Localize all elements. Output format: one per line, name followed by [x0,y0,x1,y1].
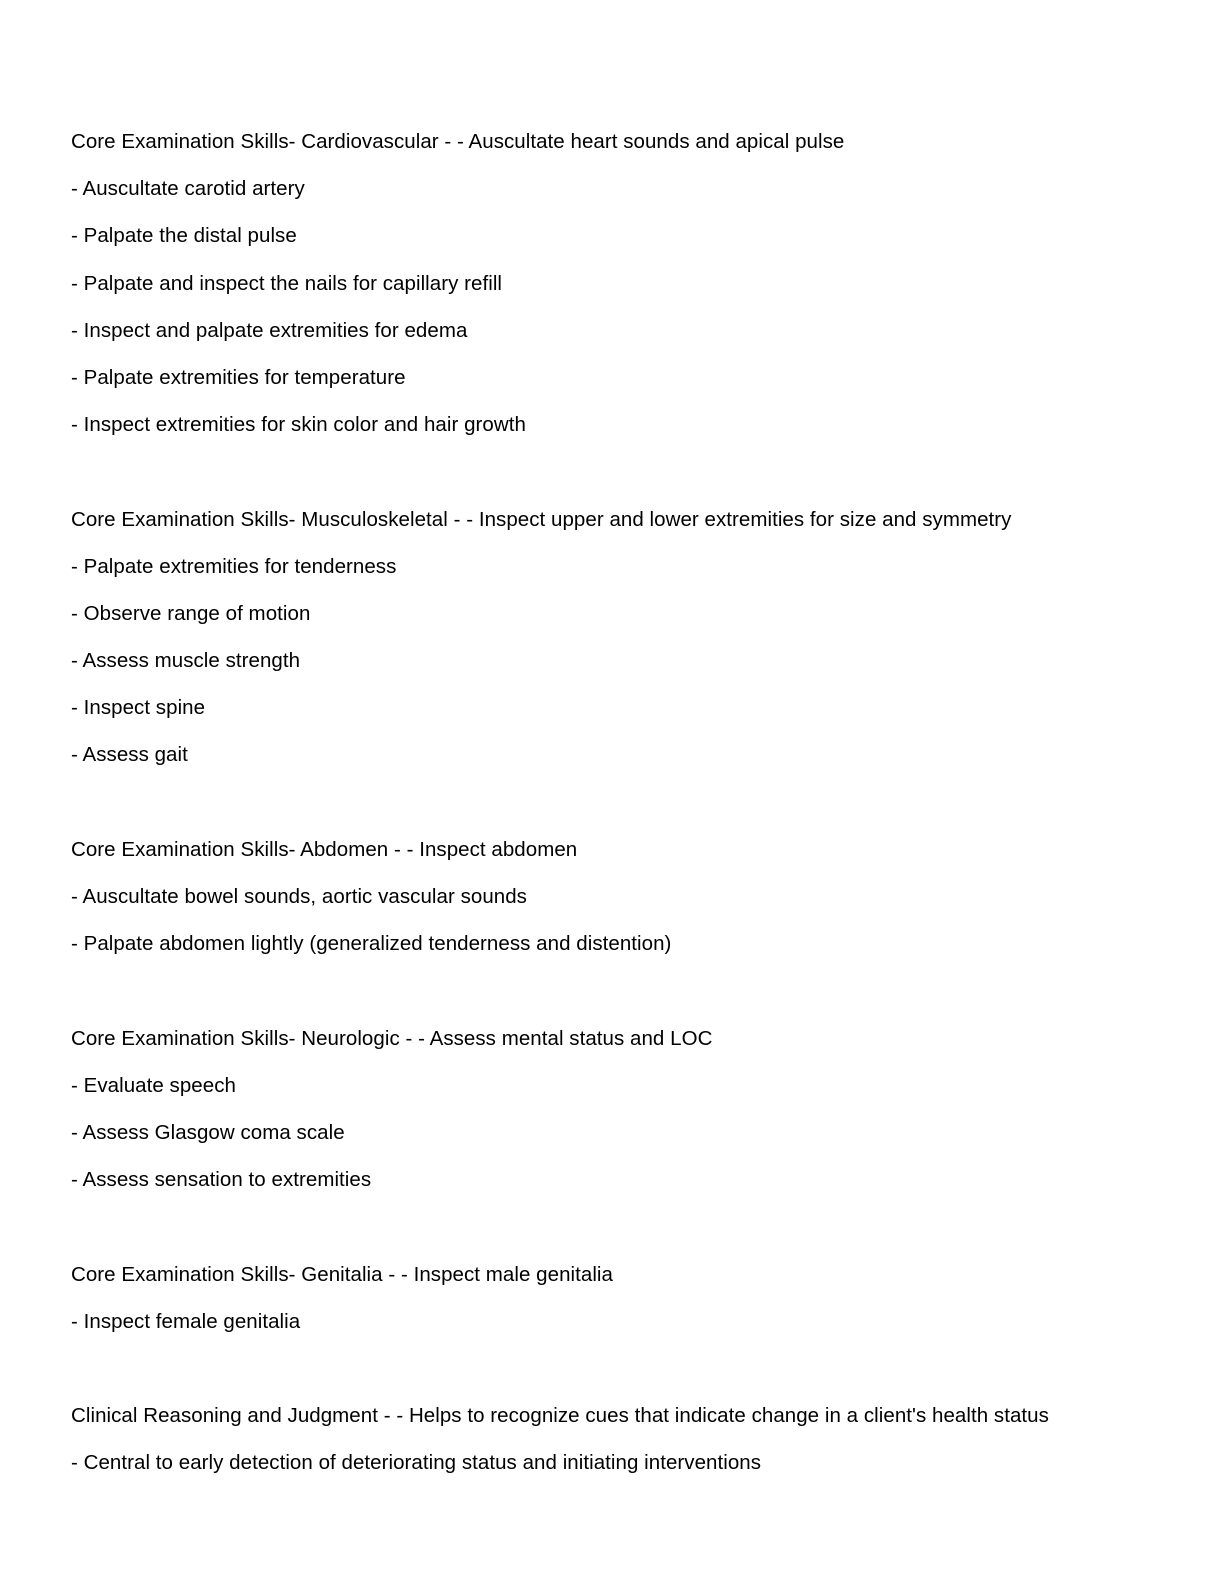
section-heading: Core Examination Skills- Genitalia - - Inspect male genitalia [71,1262,613,1286]
list-item: - Palpate extremities for temperature [71,365,406,389]
list-item: - Evaluate speech [71,1073,236,1097]
list-item: - Palpate extremities for tenderness [71,554,397,578]
section-spacer [71,1203,1171,1250]
list-item: - Assess sensation to extremities [71,1168,372,1192]
list-item: - Auscultate bowel sounds, aortic vascular sounds [71,885,527,908]
list-item: - Palpate the distal pulse [71,224,297,248]
list-item: - Assess gait [71,743,188,767]
list-item: - Assess Glasgow coma scale [71,1120,345,1144]
section-heading: Core Examination Skills- Abdomen - - Inspect abdomen [71,837,578,861]
section-neurologic [71,1015,1171,1204]
list-item: - Observe range of motion [71,601,311,625]
list-item: - Central to early detection of deteriorating status and initiating interventions [71,1451,762,1475]
section-spacer [71,1345,1171,1392]
document-page [71,118,1171,1486]
section-spacer [71,779,1171,826]
list-item: - Auscultate carotid artery [71,177,305,201]
list-item: - Palpate and inspect the nails for capillary refill [71,271,503,295]
list-item: - Inspect and palpate extremities for edema [71,318,468,342]
section-spacer [71,448,1171,495]
section-heading: Clinical Reasoning and Judgment - - Helps to recognize cues that indicate change in a client's health status [71,1404,1049,1428]
section-clinical-reasoning [71,1392,1171,1486]
list-item: - Assess muscle strength [71,649,301,673]
section-genitalia [71,1251,1171,1345]
section-spacer [71,967,1171,1014]
section-musculoskeletal [71,496,1171,779]
section-heading: Core Examination Skills- Neurologic - - Assess mental status and LOC [71,1026,713,1050]
list-item: - Inspect spine [71,696,206,720]
section-abdomen [71,826,1171,968]
list-item: - Palpate abdomen lightly (generalized tenderness and distention) [71,932,672,956]
section-cardiovascular [71,118,1171,448]
list-item: - Inspect female genitalia [71,1309,301,1333]
section-heading: Core Examination Skills- Cardiovascular - - Auscultate heart sounds and apical pulse [71,130,845,153]
section-heading: Core Examination Skills- Musculoskeletal - - Inspect upper and lower extremities for size and symmetry [71,507,1012,531]
list-item: - Inspect extremities for skin color and hair growth [71,413,526,437]
